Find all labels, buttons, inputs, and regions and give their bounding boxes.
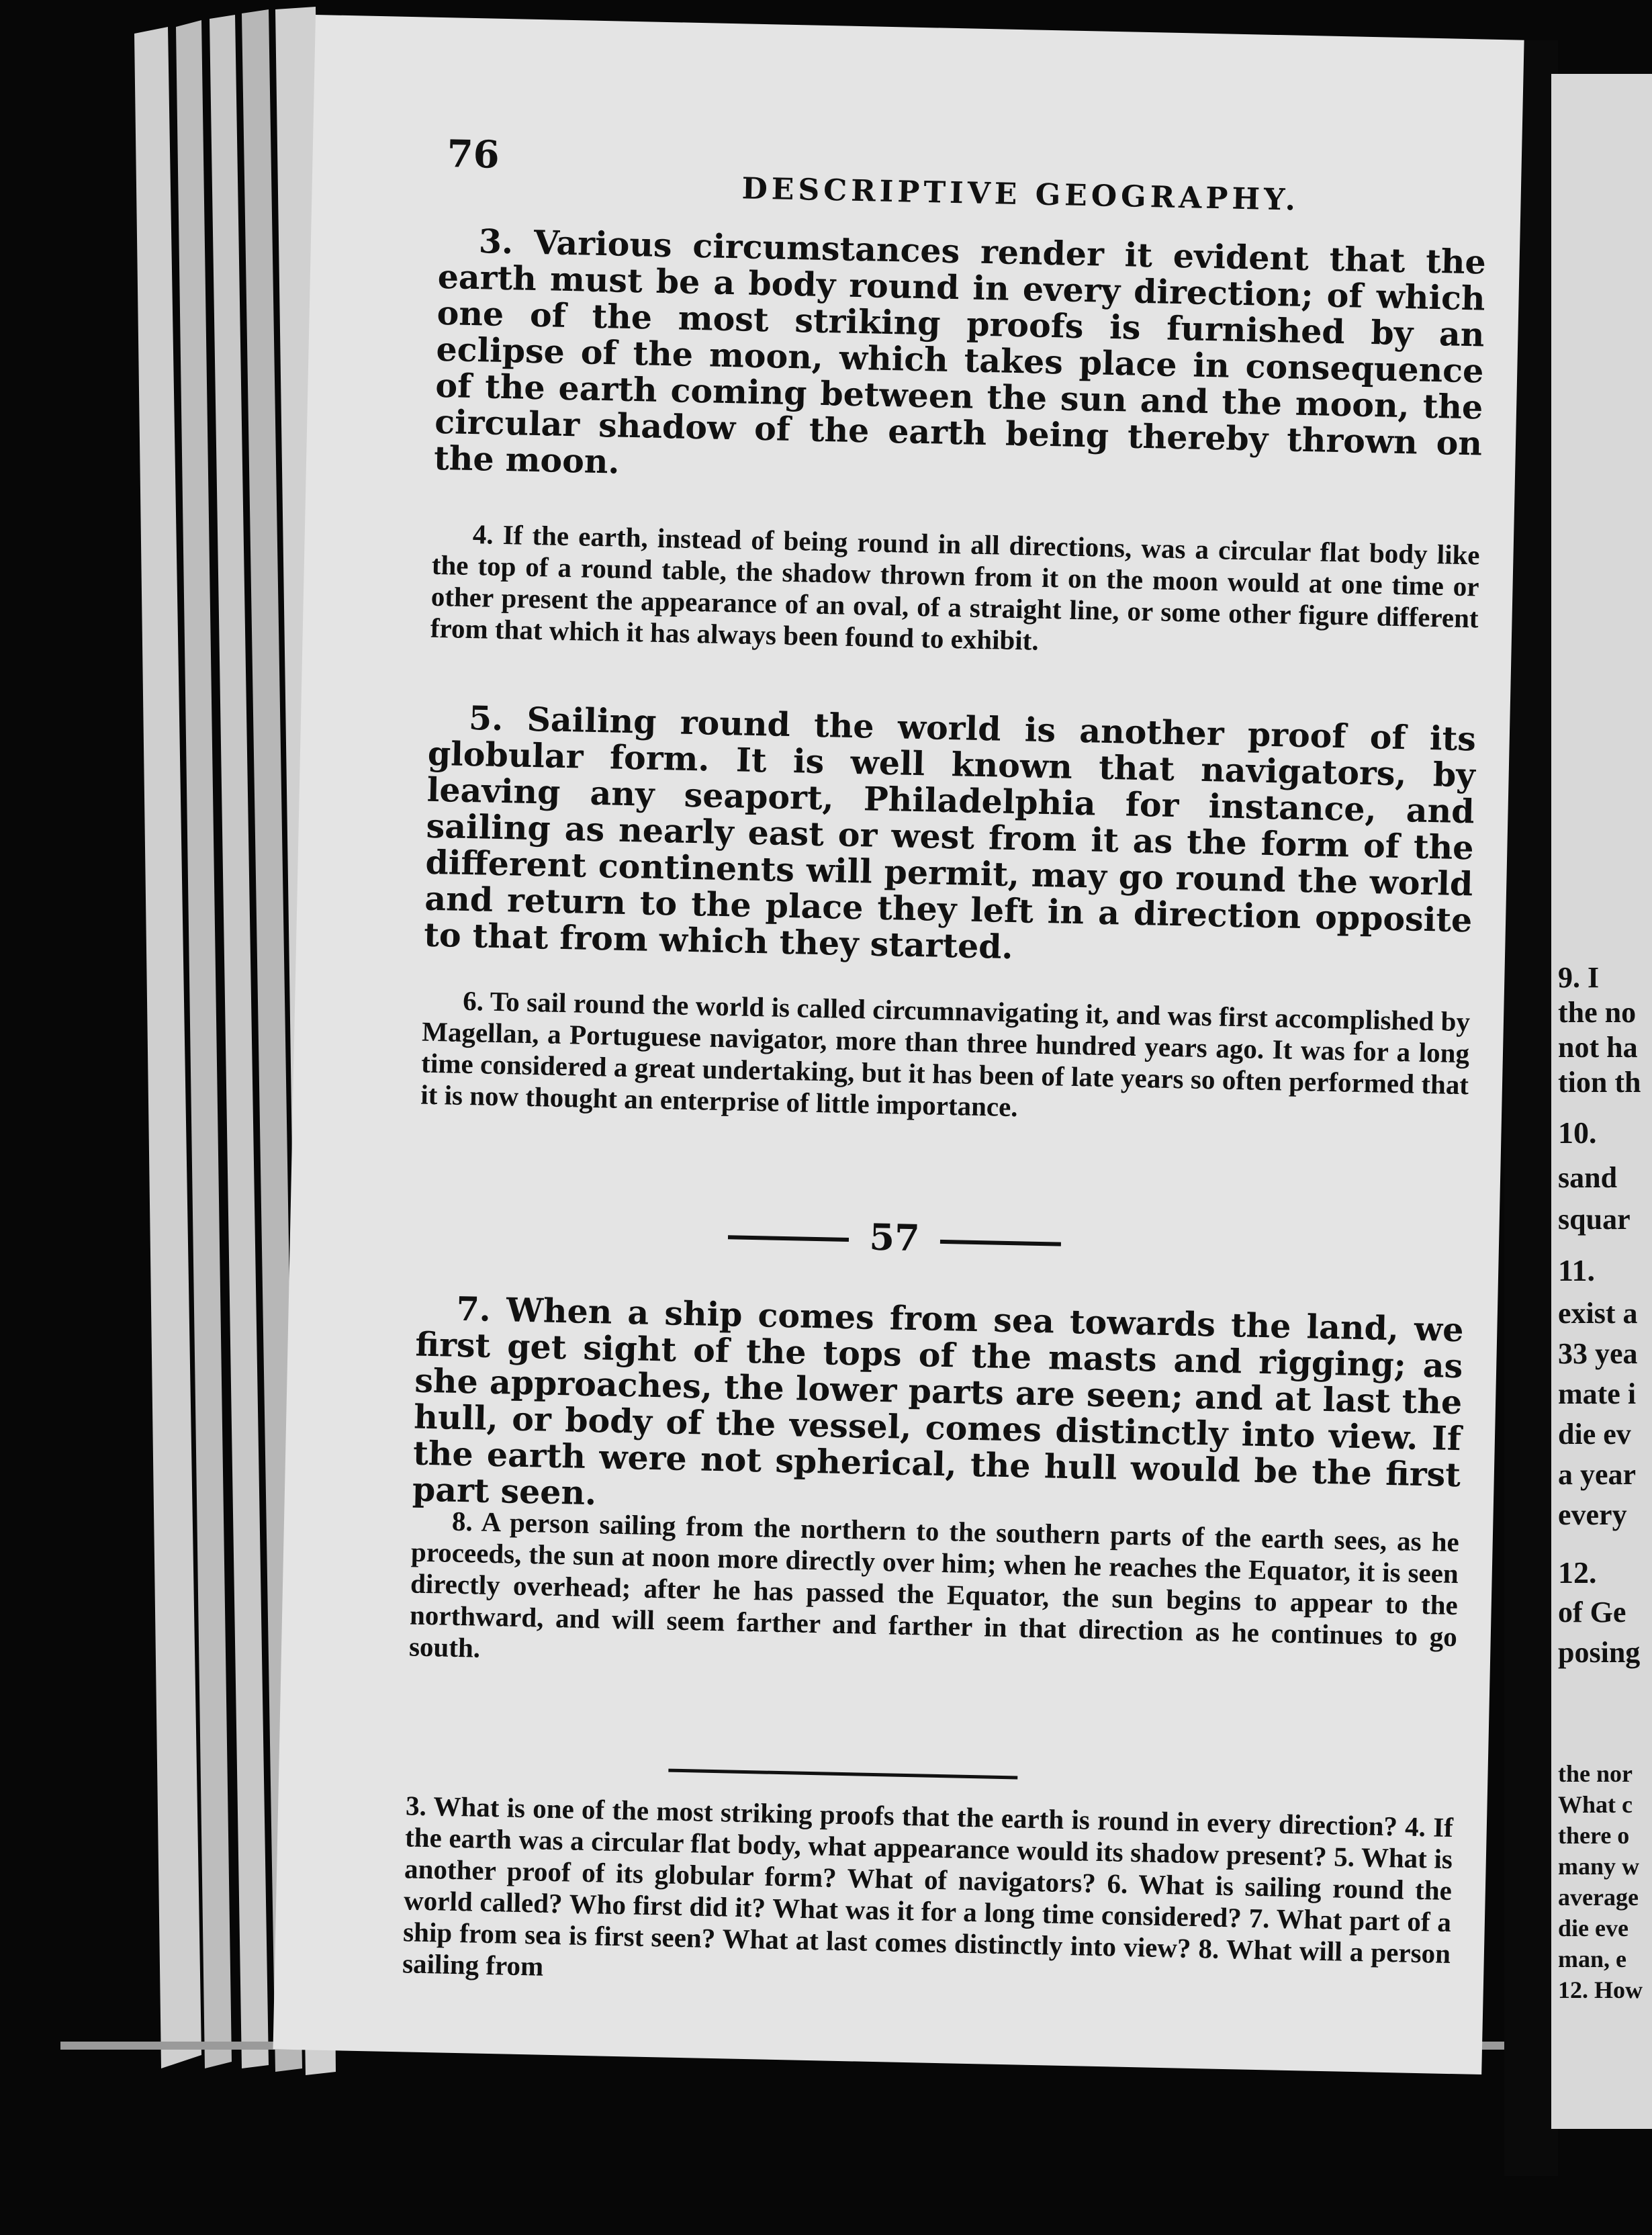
facing-line: every (1558, 1498, 1627, 1531)
paragraph-5: 5. Sailing round the world is another proof of its globular form. It is well known that navigators, by leaving any seaport, Philadelphia for instance, and sailing as nearly east or west from it as the form of the different continents will permit, may go round the world and return to the place they left in a direction opposite to that from which they started. (423, 698, 1477, 967)
facing-line: not ha (1558, 1031, 1638, 1064)
paragraph-3: 3. Various circumstances render it evident that the earth must be a body round in every direction; of which one of the most striking proofs is furnished by an eclipse of the moon, which takes place in consequence of the earth coming between the sun and the moon, the circular shadow of the earth being thereby thrown on the moon. (433, 222, 1487, 482)
facing-line: man, e (1558, 1946, 1626, 1972)
section-dash-right (939, 1240, 1060, 1246)
facing-line: 12. How (1558, 1976, 1643, 2003)
facing-line: mate i (1558, 1377, 1637, 1410)
page-number: 76 (447, 132, 500, 177)
section-dash-left (728, 1235, 849, 1242)
review-questions: 3. What is one of the most striking proofs that the earth is round in every direction? 4. If the earth was a circular flat body, what appearance would its shadow present? 5. What is another proof of its globular form? What of navigators? 6. What is sailing round the world called? Who first did it? What was it for a long time considered? 7. What part of a ship from sea is first seen? What at last comes distinctly into view? 8. What will a person sailing from (402, 1790, 1454, 1982)
facing-line: exist a (1558, 1297, 1638, 1330)
facing-line: 33 yea (1558, 1337, 1638, 1370)
footnote-rule (668, 1769, 1017, 1780)
paragraph-4: 4. If the earth, instead of being round in all directions, was a circular flat body like the top of a round table, the shadow thrown from it on the moon would at one time or other present the appearance of an oval, of a straight line, or some other figure different from that which it has always been found to exhibit. (430, 518, 1481, 656)
facing-line: the nor (1558, 1760, 1633, 1787)
facing-line: 9. I (1558, 961, 1600, 994)
facing-line: a year (1558, 1458, 1637, 1491)
facing-line: 10. (1558, 1115, 1597, 1150)
facing-line: there o (1558, 1822, 1630, 1849)
facing-line: 12. (1558, 1555, 1597, 1590)
facing-line: many w (1558, 1853, 1640, 1880)
facing-line: 11. (1558, 1253, 1595, 1287)
facing-line: the no (1558, 996, 1637, 1029)
facing-line: tion th (1558, 1066, 1641, 1099)
paragraph-8: 8. A person sailing from the northern to the southern parts of the earth sees, as he proceeds, the sun at noon more directly over him; when he reaches the Equator, it is seen directly overhead; after he has passed the Equator, the sun begins to appear to the northward, and will seem farther and farther in that direction as he continues to go south. (408, 1505, 1460, 1663)
facing-line: What c (1558, 1791, 1633, 1818)
paragraph-7: 7. When a ship comes from sea towards the land, we first get sight of the tops of the masts and rigging; as she approaches, the lower parts are seen; and at last the hull, or body of the vessel, comes distinctly into view. If the earth were not spherical, the hull would be the first part seen. (412, 1289, 1464, 1513)
facing-line: posing (1558, 1636, 1641, 1669)
section-number (290, 1203, 1500, 1272)
facing-line: of Ge (1558, 1596, 1626, 1629)
paragraph-6: 6. To sail round the world is called circumnavigating it, and was first accomplished by Magellan, a Portuguese navigator, more than three hundred years ago. It was for a long time considered a great undertaking, but it has been of late years so often performed that it is now thought an enterprise of little importance. (420, 985, 1471, 1123)
facing-line: sand (1558, 1161, 1618, 1194)
book-page (273, 15, 1524, 2074)
section-number-text: 57 (868, 1215, 921, 1260)
facing-line: die ev (1558, 1418, 1631, 1451)
facing-line: average (1558, 1884, 1639, 1911)
facing-page-fragment (1551, 74, 1652, 2129)
facing-line: squar (1558, 1203, 1631, 1236)
running-head: DESCRIPTIVE GEOGRAPHY. (741, 171, 1300, 218)
facing-line: die eve (1558, 1915, 1628, 1942)
